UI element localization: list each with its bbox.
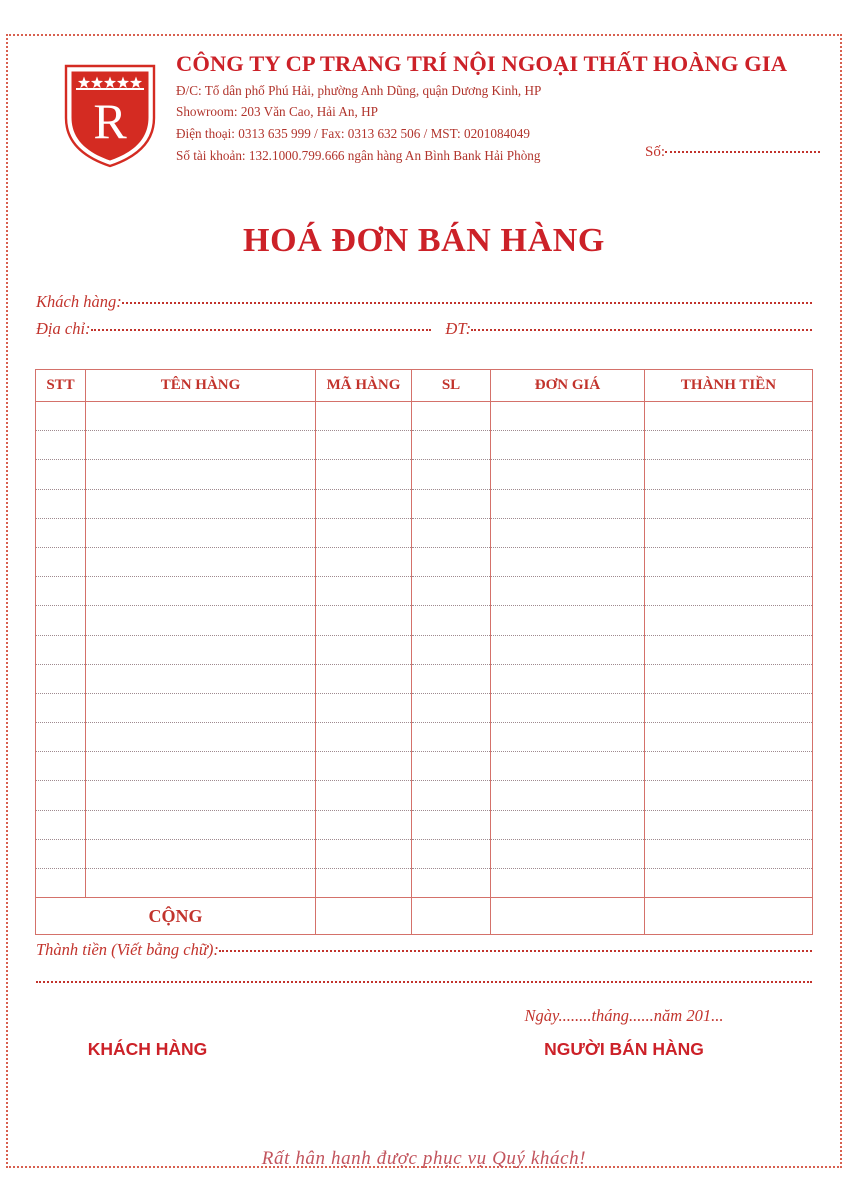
column-header-don-gia: ĐƠN GIÁ (491, 370, 645, 402)
logo-monogram: R (93, 93, 127, 149)
cell-ten[interactable] (86, 547, 316, 576)
signature-section (0, 1006, 848, 1076)
cell-ten[interactable] (86, 606, 316, 635)
cell-gia[interactable] (491, 664, 645, 693)
cell-sl[interactable] (412, 810, 491, 839)
cell-ten[interactable] (86, 518, 316, 547)
cell-tien[interactable] (645, 577, 813, 606)
cell-stt[interactable] (36, 635, 86, 664)
cell-gia[interactable] (491, 810, 645, 839)
cell-tien[interactable] (645, 606, 813, 635)
invoice-serial-input[interactable] (665, 151, 820, 153)
cell-sl[interactable] (412, 402, 491, 431)
cell-ten[interactable] (86, 577, 316, 606)
cell-ma[interactable] (316, 869, 412, 898)
table-row (36, 839, 813, 868)
cell-tien[interactable] (645, 869, 813, 898)
cell-gia[interactable] (491, 460, 645, 489)
column-header-ma-hang: MÃ HÀNG (316, 370, 412, 402)
cell-ma[interactable] (316, 431, 412, 460)
cell-tien[interactable] (645, 781, 813, 810)
cell-ten[interactable] (86, 664, 316, 693)
cell-ten[interactable] (86, 402, 316, 431)
cell-stt[interactable] (36, 518, 86, 547)
customer-info-section (36, 292, 812, 346)
cell-gia[interactable] (491, 781, 645, 810)
cell-tien[interactable] (645, 810, 813, 839)
cell-ma[interactable] (316, 810, 412, 839)
cell-stt[interactable] (36, 489, 86, 518)
cell-tien[interactable] (645, 489, 813, 518)
table-row (36, 752, 813, 781)
table-row (36, 635, 813, 664)
table-row (36, 460, 813, 489)
cell-tien[interactable] (645, 723, 813, 752)
cell-sl[interactable] (412, 723, 491, 752)
cell-ma[interactable] (316, 402, 412, 431)
cell-stt[interactable] (36, 869, 86, 898)
total-thanh-tien-cell[interactable] (645, 898, 813, 935)
cell-ma[interactable] (316, 723, 412, 752)
cell-ten[interactable] (86, 752, 316, 781)
cell-stt[interactable] (36, 402, 86, 431)
cell-stt[interactable] (36, 781, 86, 810)
cell-ma[interactable] (316, 460, 412, 489)
total-sl-cell[interactable] (412, 898, 491, 935)
cell-tien[interactable] (645, 431, 813, 460)
company-logo (56, 58, 164, 170)
cell-sl[interactable] (412, 489, 491, 518)
cell-ten[interactable] (86, 723, 316, 752)
customer-name-input[interactable] (122, 302, 812, 304)
table-row (36, 606, 813, 635)
cell-ten[interactable] (86, 869, 316, 898)
table-row (36, 547, 813, 576)
cell-sl[interactable] (412, 752, 491, 781)
cell-sl[interactable] (412, 664, 491, 693)
cell-stt[interactable] (36, 431, 86, 460)
cell-ma[interactable] (316, 781, 412, 810)
cell-stt[interactable] (36, 693, 86, 722)
customer-address-label: Địa chỉ: (36, 319, 91, 338)
cell-sl[interactable] (412, 839, 491, 868)
cell-sl[interactable] (412, 518, 491, 547)
cell-ten[interactable] (86, 810, 316, 839)
cell-ma[interactable] (316, 489, 412, 518)
cell-ten[interactable] (86, 489, 316, 518)
company-address-line: Đ/C: Tổ dân phố Phú Hải, phường Anh Dũng, quận Dương Kinh, HP (176, 82, 542, 98)
cell-gia[interactable] (491, 752, 645, 781)
cell-ma[interactable] (316, 606, 412, 635)
cell-tien[interactable] (645, 752, 813, 781)
cell-stt[interactable] (36, 606, 86, 635)
cell-stt[interactable] (36, 664, 86, 693)
table-row (36, 693, 813, 722)
table-row (36, 577, 813, 606)
cell-gia[interactable] (491, 518, 645, 547)
cell-tien[interactable] (645, 460, 813, 489)
document-header (0, 52, 848, 182)
total-don-gia-cell[interactable] (491, 898, 645, 935)
company-showroom-line: Showroom: 203 Văn Cao, Hải An, HP (176, 104, 378, 120)
cell-sl[interactable] (412, 693, 491, 722)
column-header-sl: SL (412, 370, 491, 402)
amount-in-words-input[interactable] (219, 950, 812, 952)
table-row (36, 869, 813, 898)
cell-ten[interactable] (86, 635, 316, 664)
signature-seller-label: NGƯỜI BÁN HÀNG (544, 1039, 704, 1059)
cell-ma[interactable] (316, 839, 412, 868)
total-ma-hang-cell[interactable] (316, 898, 412, 935)
cell-tien[interactable] (645, 635, 813, 664)
footer-tagline: Rất hân hạnh được phục vụ Quý khách! (261, 1148, 587, 1169)
cell-sl[interactable] (412, 547, 491, 576)
cell-gia[interactable] (491, 869, 645, 898)
table-row (36, 518, 813, 547)
cell-gia[interactable] (491, 489, 645, 518)
cell-gia[interactable] (491, 693, 645, 722)
invoice-serial-label: Số: (645, 144, 666, 160)
cell-gia[interactable] (491, 547, 645, 576)
cell-sl[interactable] (412, 577, 491, 606)
cell-ten[interactable] (86, 693, 316, 722)
cell-stt[interactable] (36, 752, 86, 781)
column-header-ten-hang: TÊN HÀNG (86, 370, 316, 402)
cell-tien[interactable] (645, 547, 813, 576)
cell-sl[interactable] (412, 781, 491, 810)
cell-gia[interactable] (491, 635, 645, 664)
table-row (36, 402, 813, 431)
table-row (36, 431, 813, 460)
cell-gia[interactable] (491, 577, 645, 606)
table-row (36, 489, 813, 518)
customer-name-label: Khách hàng: (36, 292, 122, 311)
cell-tien[interactable] (645, 839, 813, 868)
cell-gia[interactable] (491, 723, 645, 752)
amount-in-words-section (36, 940, 812, 983)
cell-gia[interactable] (491, 402, 645, 431)
cell-ma[interactable] (316, 547, 412, 576)
signature-date-line[interactable]: Ngày........tháng......năm 201... (524, 1006, 724, 1025)
cell-stt[interactable] (36, 810, 86, 839)
cell-ma[interactable] (316, 664, 412, 693)
cell-tien[interactable] (645, 518, 813, 547)
table-row (36, 664, 813, 693)
cell-gia[interactable] (491, 606, 645, 635)
cell-tien[interactable] (645, 664, 813, 693)
table-body (36, 402, 813, 898)
cell-ma[interactable] (316, 752, 412, 781)
cell-ma[interactable] (316, 693, 412, 722)
table-total-row (36, 898, 813, 935)
table-row (36, 723, 813, 752)
cell-stt[interactable] (36, 577, 86, 606)
cell-ma[interactable] (316, 577, 412, 606)
column-header-stt: STT (36, 370, 86, 402)
cell-sl[interactable] (412, 460, 491, 489)
cell-ten[interactable] (86, 839, 316, 868)
amount-in-words-row[interactable] (36, 940, 812, 960)
customer-name-row[interactable] (36, 292, 812, 319)
customer-phone-label: ĐT: (445, 319, 472, 338)
cell-ten[interactable] (86, 460, 316, 489)
total-label-cell: CỘNG (36, 898, 316, 935)
cell-ma[interactable] (316, 635, 412, 664)
cell-gia[interactable] (491, 839, 645, 868)
page-title: HOÁ ĐƠN BÁN HÀNG (243, 222, 605, 259)
cell-ma[interactable] (316, 518, 412, 547)
shield-crest-logo-icon (56, 58, 164, 170)
cell-stt[interactable] (36, 460, 86, 489)
cell-stt[interactable] (36, 723, 86, 752)
signature-customer-label: KHÁCH HÀNG (87, 1039, 208, 1059)
cell-stt[interactable] (36, 839, 86, 868)
table-row (36, 781, 813, 810)
cell-tien[interactable] (645, 693, 813, 722)
amount-in-words-input-line2[interactable] (36, 981, 812, 983)
invoice-serial-field[interactable] (645, 144, 820, 161)
amount-in-words-label: Thành tiền (Viết bằng chữ): (36, 940, 219, 959)
cell-ten[interactable] (86, 781, 316, 810)
cell-sl[interactable] (412, 431, 491, 460)
table-header-row (36, 370, 813, 402)
column-header-thanh-tien: THÀNH TIỀN (645, 370, 813, 402)
cell-sl[interactable] (412, 635, 491, 664)
cell-tien[interactable] (645, 402, 813, 431)
customer-phone-input[interactable] (471, 329, 812, 331)
customer-address-row[interactable] (36, 319, 812, 346)
cell-sl[interactable] (412, 869, 491, 898)
table-row (36, 810, 813, 839)
invoice-items-table (35, 369, 813, 935)
cell-stt[interactable] (36, 547, 86, 576)
cell-ten[interactable] (86, 431, 316, 460)
customer-address-input[interactable] (91, 329, 432, 331)
company-bank-line: Số tài khoản: 132.1000.799.666 ngân hàng An Bình Bank Hải Phòng (176, 147, 541, 163)
cell-sl[interactable] (412, 606, 491, 635)
cell-gia[interactable] (491, 431, 645, 460)
company-name: CÔNG TY CP TRANG TRÍ NỘI NGOẠI THẤT HOÀNG GIA (176, 51, 788, 76)
company-phone-line: Điện thoại: 0313 635 999 / Fax: 0313 632 506 / MST: 0201084049 (176, 126, 530, 142)
